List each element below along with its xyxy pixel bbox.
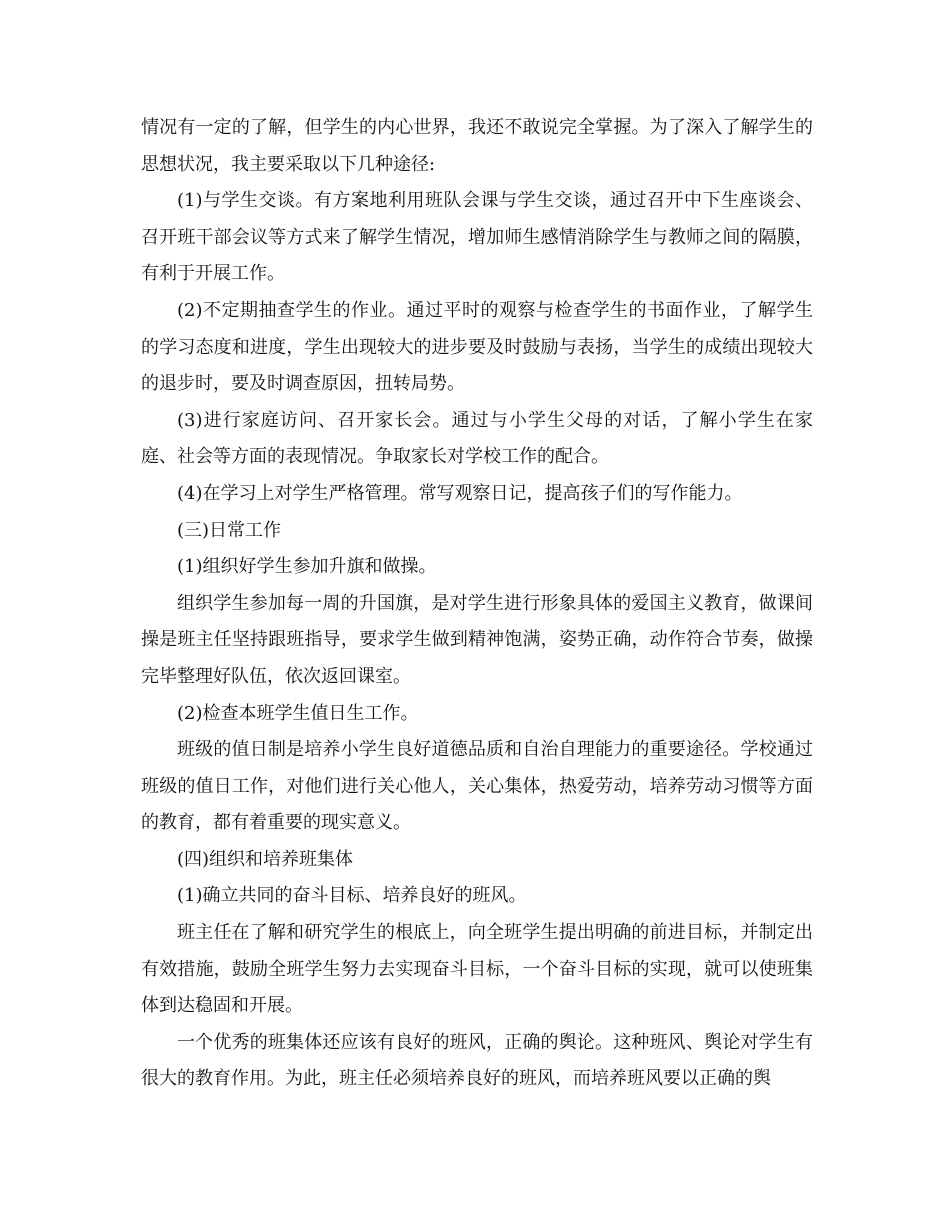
paragraph: 班级的值日制是培养小学生良好道德品质和自治自理能力的重要途径。学校通过班级的值日工作，对他们进行关心他人，关心集体，热爱劳动，培养劳动习惯等方面的教育，都有着重要的现实意义。	[141, 739, 813, 834]
paragraph: 一个优秀的班集体还应该有良好的班风，正确的舆论。这种班风、舆论对学生有很大的教育作用。为此，班主任必须培养良好的班风，而培养班风要以正确的舆	[141, 1031, 813, 1090]
subheading: (2)检查本班学生值日生工作。	[177, 702, 419, 724]
document-body	[141, 110, 813, 1098]
paragraph: (2)不定期抽查学生的作业。通过平时的观察与检查学生的书面作业，了解学生的学习态度和进度，学生出现较大的进步要及时鼓励与表扬，当学生的成绩出现较大的退步时，要及时调查原因，扭转局势。	[141, 299, 813, 395]
paragraph: (4)在学习上对学生严格管理。常写观察日记，提高孩子们的写作能力。	[177, 482, 743, 504]
subheading: (1)确立共同的奋斗目标、培养良好的班风。	[177, 885, 527, 907]
section-heading: (三)日常工作	[177, 519, 282, 541]
paragraph: (1)与学生交谈。有方案地利用班队会课与学生交谈，通过召开中下生座谈会、召开班干部会议等方式来了解学生情况，增加师生感情消除学生与教师之间的隔膜，有利于开展工作。	[141, 190, 813, 285]
paragraph: 班主任在了解和研究学生的根底上，向全班学生提出明确的前进目标，并制定出有效措施，鼓励全班学生努力去实现奋斗目标，一个奋斗目标的实现，就可以使班集体到达稳固和开展。	[141, 922, 813, 1017]
section-heading: (四)组织和培养班集体	[177, 848, 354, 870]
paragraph: 组织学生参加每一周的升国旗，是对学生进行形象具体的爱国主义教育，做课间操是班主任坚持跟班指导，要求学生做到精神饱满，姿势正确，动作符合节奏，做操完毕整理好队伍，依次返回课室。	[141, 592, 813, 687]
paragraph: (3)进行家庭访问、召开家长会。通过与小学生父母的对话，了解小学生在家庭、社会等方面的表现情况。争取家长对学校工作的配合。	[141, 409, 813, 468]
paragraph-continued: 情况有一定的了解，但学生的内心世界，我还不敢说完全掌握。为了深入了解学生的思想状况，我主要采取以下几种途径:	[141, 117, 813, 175]
subheading: (1)组织好学生参加升旗和做操。	[177, 556, 437, 578]
